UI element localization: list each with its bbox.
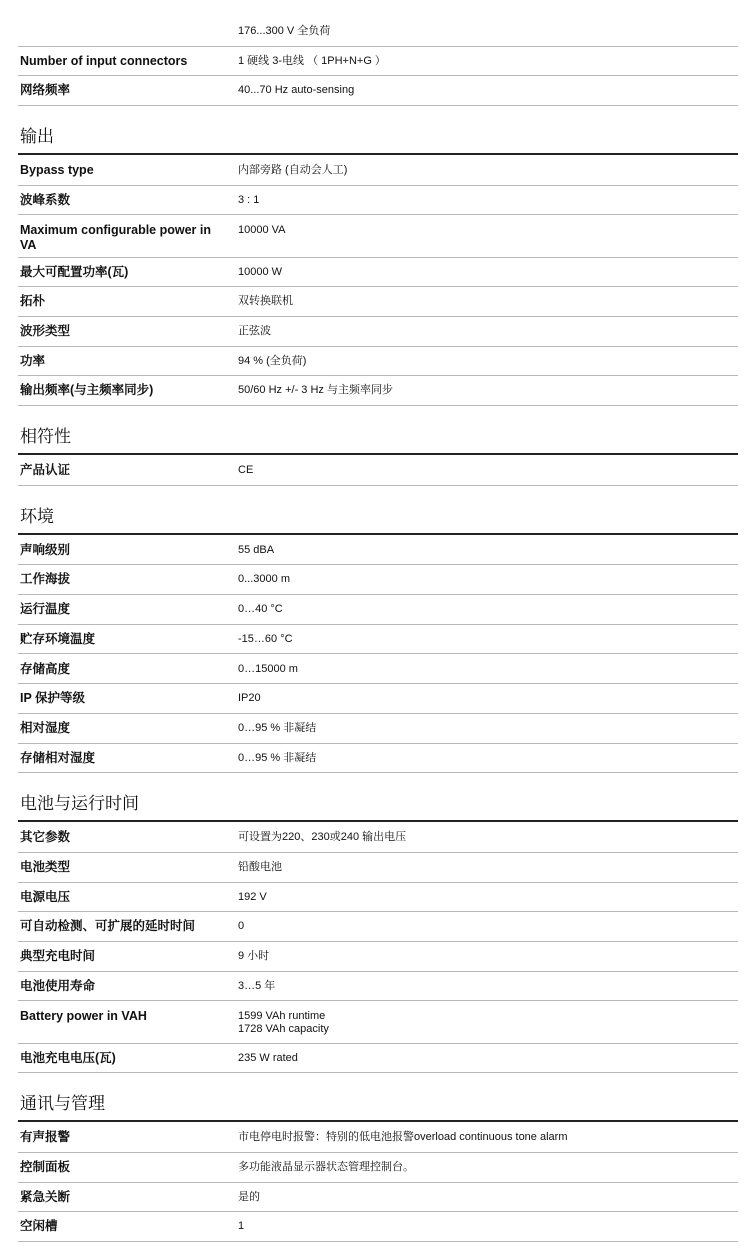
spec-row xyxy=(18,257,738,288)
spec-label: 空闲槽 xyxy=(20,1219,58,1234)
spec-row xyxy=(18,286,738,317)
spec-row xyxy=(18,1211,738,1242)
spec-row xyxy=(18,1122,738,1153)
spec-label: 电池类型 xyxy=(20,860,71,874)
spec-row xyxy=(18,455,738,486)
spec-value: 0…95 % 非凝结 xyxy=(238,751,317,764)
spec-value: 双转换联机 xyxy=(238,295,293,308)
spec-value: 市电停电时报警：特别的低电池报警overload continuous tone alarm xyxy=(238,1131,568,1144)
spec-row xyxy=(18,822,738,853)
spec-label: 电池充电电压(瓦) xyxy=(20,1050,116,1065)
spec-row xyxy=(18,535,738,566)
spec-label: 其它参数 xyxy=(20,830,71,845)
spec-value: 176...300 V 全负荷 xyxy=(238,25,331,37)
section-title: 相符性 xyxy=(20,427,71,446)
spec-value: 55 dBA xyxy=(238,543,275,556)
spec-row xyxy=(18,911,738,942)
spec-label: 工作海拔 xyxy=(20,572,71,587)
spec-row xyxy=(18,215,738,258)
spec-label: Battery power in VAH xyxy=(20,1008,147,1023)
spec-label: 波峰系数 xyxy=(20,192,71,207)
spec-label: 相对湿度 xyxy=(20,720,71,735)
spec-row xyxy=(18,743,738,774)
spec-row xyxy=(18,713,738,744)
spec-value: 0...3000 m xyxy=(238,573,290,586)
spec-label: Number of input connectors xyxy=(20,53,188,68)
spec-label: 功率 xyxy=(20,353,46,368)
spec-value: 1 硬线 3-电线 （ 1PH+N+G ） xyxy=(238,54,386,67)
spec-value: 1599 VAh runtime 1728 VAh capacity xyxy=(238,1009,329,1035)
spec-row xyxy=(18,1043,738,1074)
section-title: 通讯与管理 xyxy=(20,1094,105,1114)
spec-value: 3 : 1 xyxy=(238,193,260,206)
spec-row xyxy=(18,624,738,655)
section-title: 环境 xyxy=(20,506,54,526)
spec-value: 50/60 Hz +/- 3 Hz 与主频率同步 xyxy=(238,384,393,397)
spec-label: 最大可配置功率(瓦) xyxy=(20,264,129,279)
spec-label: 可自动检测、可扩展的延时时间 xyxy=(20,919,196,934)
spec-value: 0…15000 m xyxy=(238,662,298,675)
spec-label: 波形类型 xyxy=(20,323,71,338)
spec-row xyxy=(18,852,738,883)
spec-row xyxy=(18,16,738,47)
spec-row xyxy=(18,594,738,625)
spec-label: 贮存环境温度 xyxy=(20,631,96,646)
spec-label: 典型充电时间 xyxy=(20,949,96,964)
section-title: 电池与运行时间 xyxy=(20,794,139,814)
spec-label: 电池使用寿命 xyxy=(20,978,96,993)
spec-value: 192 V xyxy=(238,890,267,903)
spec-label: 产品认证 xyxy=(20,463,71,477)
spec-value: 235 W rated xyxy=(238,1051,298,1064)
spec-value: CE xyxy=(238,464,254,476)
spec-row xyxy=(18,971,738,1002)
spec-value: 3…5 年 xyxy=(238,979,276,992)
spec-label: 声响级别 xyxy=(20,542,71,557)
spec-row xyxy=(18,185,738,216)
spec-value: 0…40 °C xyxy=(238,603,283,616)
spec-value: 40...70 Hz auto-sensing xyxy=(238,84,355,97)
spec-row xyxy=(18,941,738,972)
spec-label: 电源电压 xyxy=(20,889,71,904)
spec-row xyxy=(18,155,738,186)
section-title: 输出 xyxy=(20,127,54,147)
spec-label: Bypass type xyxy=(20,163,94,178)
spec-value: 9 小时 xyxy=(238,950,270,963)
spec-value: 0…95 % 非凝结 xyxy=(238,721,317,734)
spec-label: 有声报警 xyxy=(20,1130,71,1145)
spec-row xyxy=(18,654,738,685)
spec-value: 10000 VA xyxy=(238,223,286,236)
spec-row xyxy=(18,1001,738,1044)
spec-value: 可设置为220、230或240 输出电压 xyxy=(238,831,407,844)
spec-value: IP20 xyxy=(238,692,261,705)
spec-value: 94 % (全负荷) xyxy=(238,354,307,367)
spec-row xyxy=(18,46,738,77)
spec-value: 正弦波 xyxy=(238,324,271,337)
spec-label: Maximum configurable power in VA xyxy=(20,222,211,252)
spec-label: 拓朴 xyxy=(20,294,46,309)
spec-value: -15…60 °C xyxy=(238,632,293,645)
spec-label: 运行温度 xyxy=(20,602,71,617)
spec-row xyxy=(18,683,738,714)
spec-row xyxy=(18,75,738,106)
spec-value: 1 xyxy=(238,1220,245,1233)
spec-value: 是的 xyxy=(238,1190,260,1203)
spec-row xyxy=(18,1182,738,1213)
spec-value: 铅酸电池 xyxy=(238,861,282,873)
spec-row xyxy=(18,316,738,347)
spec-label: 存储高度 xyxy=(20,661,71,676)
spec-label: 输出频率(与主频率同步) xyxy=(20,383,154,398)
spec-row xyxy=(18,346,738,377)
spec-value: 10000 W xyxy=(238,265,283,278)
spec-value: 多功能液晶显示器状态管理控制台。 xyxy=(238,1160,414,1173)
spec-row xyxy=(18,1152,738,1183)
spec-row xyxy=(18,882,738,913)
spec-label: 存储相对湿度 xyxy=(20,750,96,765)
spec-label: 紧急关断 xyxy=(20,1189,71,1204)
spec-value: 内部旁路 (自动会人工) xyxy=(238,164,348,177)
spec-label: IP 保护等级 xyxy=(20,691,86,706)
spec-row xyxy=(18,375,738,406)
spec-label: 控制面板 xyxy=(20,1159,71,1174)
spec-label: 网络频率 xyxy=(20,83,71,98)
spec-value: 0 xyxy=(238,920,245,933)
spec-row xyxy=(18,564,738,595)
